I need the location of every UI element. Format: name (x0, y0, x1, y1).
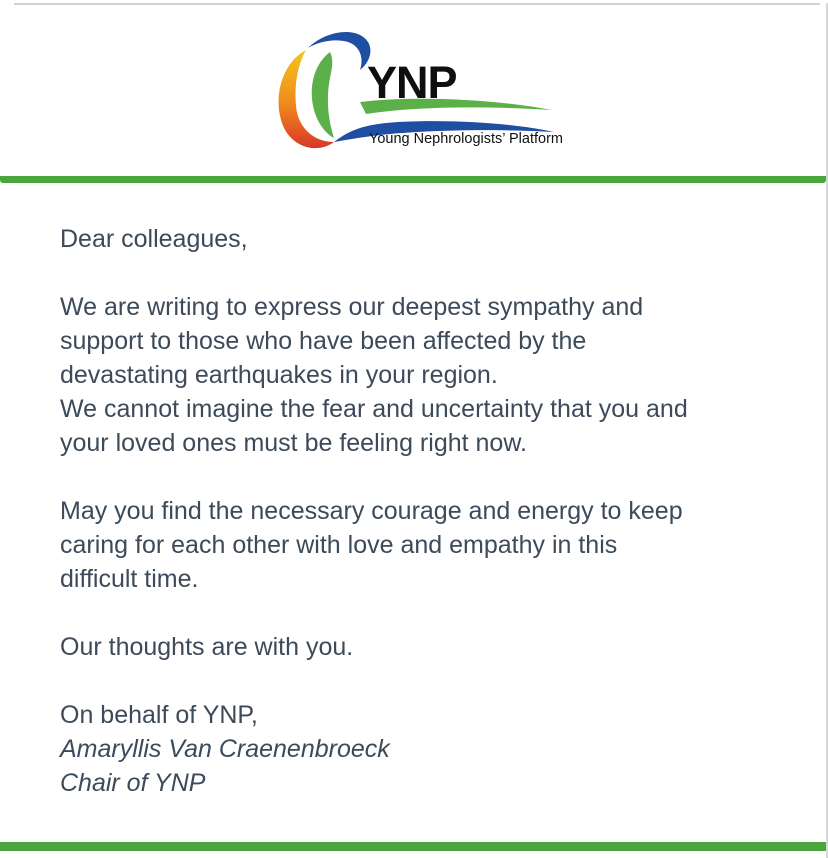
closing-thought: Our thoughts are with you. (60, 633, 354, 661)
paragraph-line: difficult time. (60, 565, 199, 593)
spacer (60, 256, 800, 290)
letter-body (60, 222, 800, 800)
logo-wordmark: YNP (367, 57, 457, 108)
paragraph-line: your loved ones must be feeling right now. (60, 429, 527, 457)
spacer (60, 460, 800, 494)
paragraph-line: May you find the necessary courage and energy to keep (60, 497, 683, 525)
paragraph-line: We are writing to express our deepest sympathy and (60, 293, 644, 321)
spacer (60, 596, 800, 630)
closing: On behalf of YNP, (60, 701, 258, 729)
logo-tagline: Young Nephrologists’ Platform (369, 131, 563, 147)
footer-divider (0, 842, 826, 851)
signatory-title: Chair of YNP (60, 769, 206, 797)
ynp-logo (268, 24, 568, 159)
paragraph-line: caring for each other with love and empathy in this (60, 531, 618, 559)
header-divider (0, 176, 826, 183)
paragraph-line: support to those who have been affected by the (60, 327, 587, 355)
spacer (60, 664, 800, 698)
paragraph-line: We cannot imagine the fear and uncertainty that you and (60, 395, 688, 423)
paragraph-line: devastating earthquakes in your region. (60, 361, 498, 389)
greeting: Dear colleagues, (60, 225, 248, 253)
header (0, 0, 828, 184)
signatory-name: Amaryllis Van Craenenbroeck (60, 735, 390, 763)
